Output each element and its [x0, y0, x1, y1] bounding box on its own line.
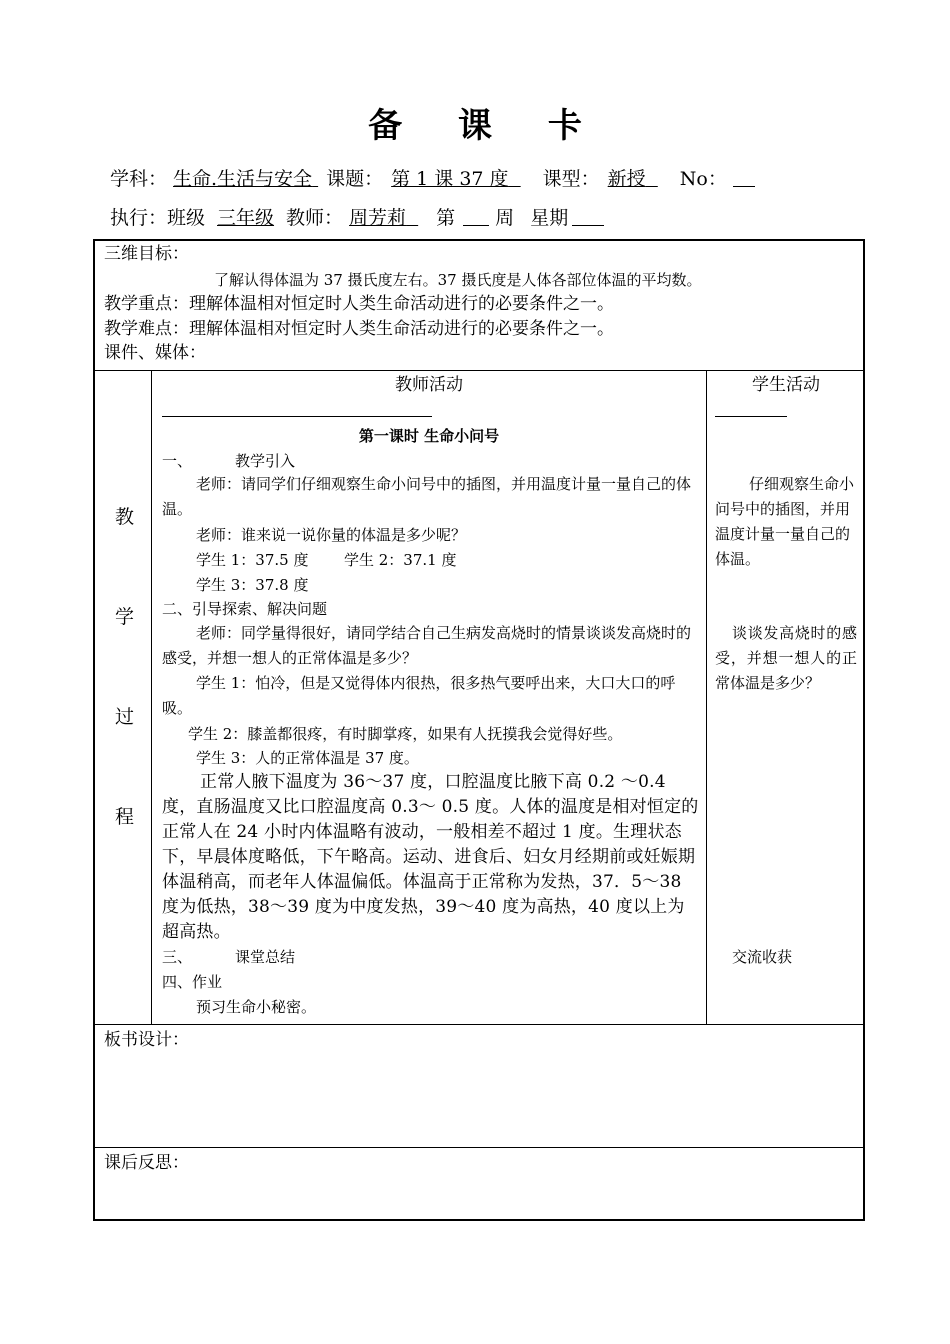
col-divider-student: [706, 370, 707, 1024]
difficulty: 教学难点：理解体温相对恒定时人类生命活动进行的必要条件之一。: [104, 319, 614, 339]
teacher-para-7: 学生 2：膝盖都很疼，有时脚掌疼，如果有人抚摸我会觉得好些。: [188, 725, 623, 743]
side-char-4: 程: [115, 806, 135, 828]
type-label: 课型：: [542, 168, 600, 190]
media-label: 课件、媒体：: [104, 343, 206, 363]
student-activity-1: 仔细观察生命小问号中的插图，并用温度计量一量自己的体温。: [715, 475, 855, 568]
header-row-2: [110, 203, 604, 230]
subject-label: 学科：: [110, 168, 168, 190]
teacher-para-10: 预习生命小秘密。: [196, 998, 317, 1016]
no-label: No：: [679, 168, 727, 190]
type-value: 新授: [607, 168, 646, 190]
teacher-para-1: 老师：请同学们仔细观察生命小问号中的插图，并用温度计量一量自己的体温。: [162, 475, 692, 518]
lesson-title: 第一课时 生命小问号: [358, 427, 500, 445]
subject-value: 生命.生活与安全: [173, 168, 313, 190]
exec-label: 执行：班级: [110, 207, 206, 229]
lesson-table: [93, 239, 865, 1221]
side-char-2: 学: [115, 606, 135, 628]
teacher-para-6: 学生 1：怕冷，但是又觉得体内很热，很多热气要呼出来，大口大口的呼吸。: [162, 674, 676, 717]
section-4-title: 四、作业: [162, 973, 223, 991]
no-blank: [733, 168, 755, 187]
row-divider-process: [95, 1024, 863, 1025]
student-answer-2: 学生 2：37.1 度: [344, 551, 457, 569]
section-2-title: 二、引导探索、解决问题: [162, 600, 328, 618]
teacher-para-9: 正常人腋下温度为 36～37 度，口腔温度比腋下高 0.2 ～0.4 度，直肠温度又比口腔温度高 0.3～ 0.5 度。人体的温度是相对恒定的正常人在 24 小时内体温略有波动，一般相差不超过 1 度。生理状态下，早晨体度略低，下午略高。运动、进食后、妇女月经期前或妊娠期体温稍高，而老年人体温偏低。体温高于正常称为发热，37．5～38 度为低热，38～39 度为中度发热，39～40 度为高热，40 度以上为超高热。: [162, 772, 699, 942]
section-3-number: 三、: [162, 948, 193, 966]
goals-text: 了解认得体温为 37 摄氏度左右。37 摄氏度是人体各部位体温的平均数。: [214, 271, 702, 289]
weekday-label: 星期: [530, 207, 569, 229]
teacher-para-8: 学生 3：人的正常体温是 37 度。: [196, 749, 419, 767]
week-blank: [463, 207, 489, 226]
section-3-title: 课堂总结: [235, 948, 296, 966]
teacher-label: 教师：: [286, 207, 344, 229]
student-answer-1: 学生 1：37.5 度: [196, 551, 309, 569]
goals-label: 三维目标：: [104, 244, 189, 264]
week-label-1: 第: [436, 207, 456, 229]
student-activity-2: 谈谈发高烧时的感受，并想一想人的正常体温是多少？: [715, 624, 857, 692]
reflection-label: 课后反思：: [104, 1153, 189, 1173]
header-row-1: [110, 164, 755, 191]
key-point: 教学重点：理解体温相对恒定时人类生命活动进行的必要条件之一。: [104, 294, 614, 314]
teacher-para-2: 老师：谁来说一说你量的体温是多少呢？: [196, 526, 467, 544]
row-divider-goals: [95, 370, 863, 371]
topic-label: 课题：: [326, 168, 384, 190]
class-value: 三年级: [217, 207, 275, 229]
col-divider-side: [151, 370, 152, 1024]
student-col-header: 学生活动: [752, 375, 820, 395]
week-label-2: 周: [495, 207, 515, 229]
teacher-value: 周芳莉: [349, 207, 407, 229]
student-header-rule: [715, 416, 787, 417]
section-1-number: 一、: [162, 452, 193, 470]
page-title: 备 课 卡: [368, 106, 604, 146]
row-divider-board: [95, 1147, 863, 1148]
board-label: 板书设计：: [104, 1030, 189, 1050]
student-activity-3: 交流收获: [732, 948, 793, 966]
side-char-3: 过: [115, 706, 135, 728]
topic-value: 第 1 课 37 度: [391, 168, 509, 190]
teacher-para-5: 老师：同学量得很好，请同学结合自己生病发高烧时的情景谈谈发高烧时的感受，并想一想人的正常体温是多少？: [162, 624, 692, 667]
side-char-1: 教: [115, 506, 135, 528]
student-answer-3: 学生 3：37.8 度: [196, 576, 309, 594]
teacher-header-rule: [162, 416, 432, 417]
section-1-title: 教学引入: [235, 452, 296, 470]
teacher-col-header: 教师活动: [395, 375, 463, 395]
weekday-blank: [572, 207, 604, 226]
